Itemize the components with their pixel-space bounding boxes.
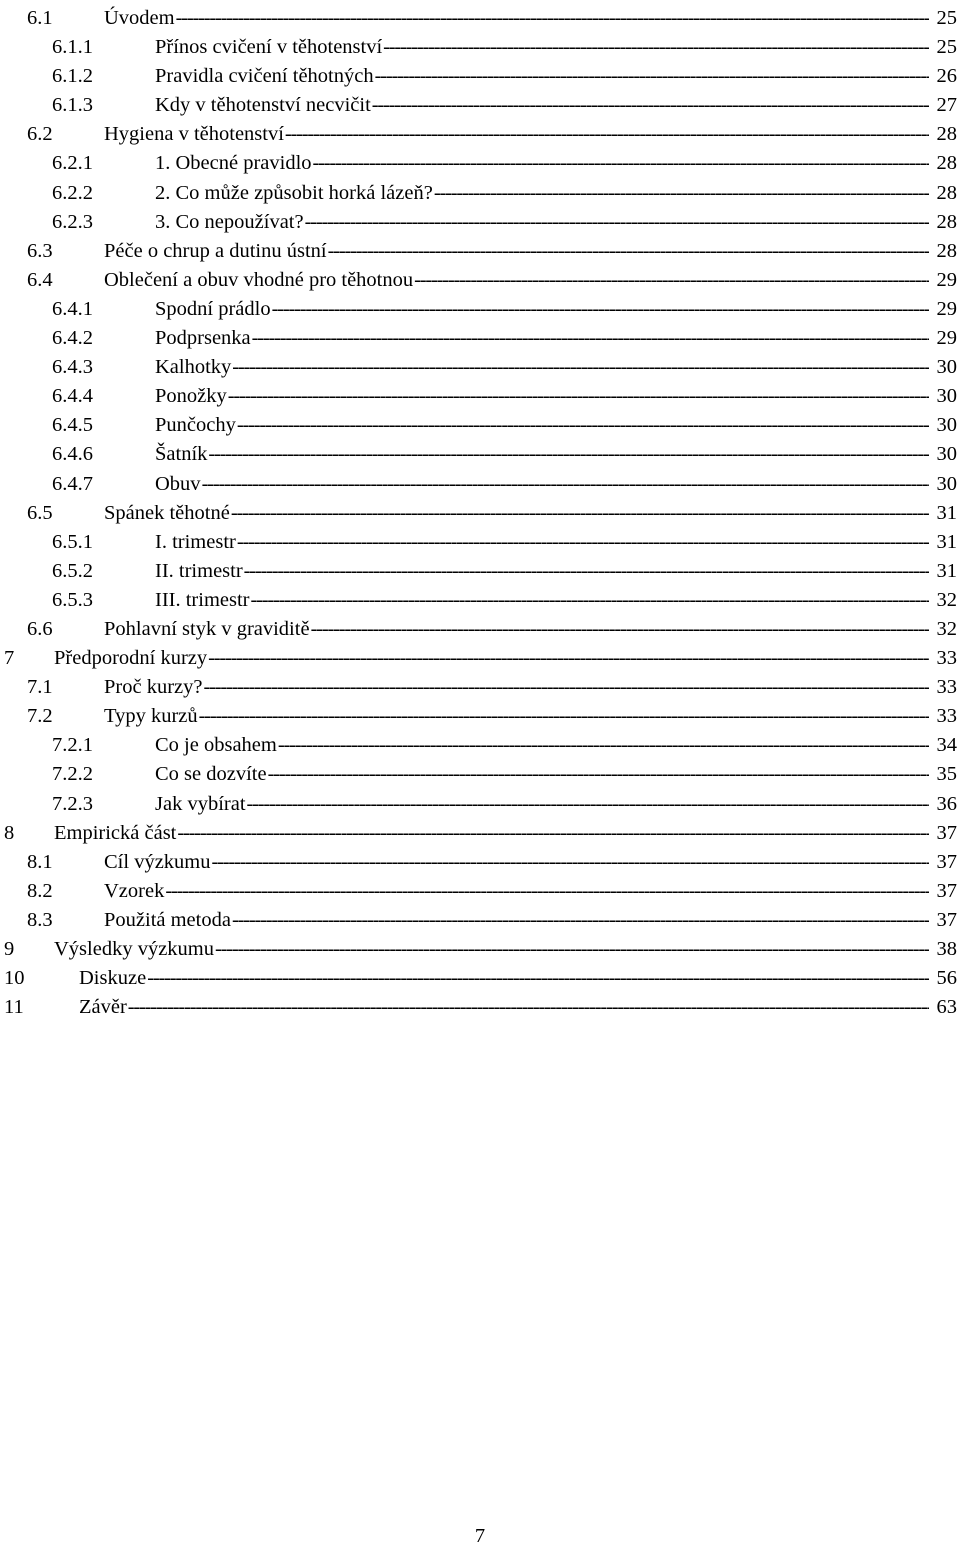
toc-entry-title: II. trimestr (155, 559, 243, 582)
toc-entry-number: 7 (4, 647, 15, 670)
toc-entry-title: Péče o chrup a dutinu ústní (104, 239, 327, 262)
toc-entry-number: 8.3 (27, 908, 53, 931)
toc-entry-main (79, 964, 929, 993)
toc-leader-dashes (231, 353, 929, 382)
toc-entry-number: 6.5.1 (52, 530, 93, 553)
toc-entry-title: Předporodní kurzy (54, 647, 208, 670)
toc-entry-number: 6.4.6 (52, 443, 93, 466)
toc-entry-main (104, 4, 929, 33)
toc-entry-page: 29 (936, 327, 957, 350)
toc-leader-dashes (327, 237, 929, 266)
toc-entry[interactable] (0, 557, 960, 586)
toc-entry[interactable] (0, 877, 960, 906)
toc-entry-title: Typy kurzů (104, 705, 198, 728)
toc-entry-title: Oblečení a obuv vhodné pro těhotnou (104, 268, 414, 291)
toc-entry-main (155, 353, 929, 382)
toc-leader-dashes (284, 120, 929, 149)
toc-entry-title: Co je obsahem (155, 734, 277, 757)
toc-entry-page: 25 (936, 7, 957, 29)
toc-entry-number: 6.5.3 (52, 588, 93, 611)
toc-entry-main (155, 470, 929, 499)
toc-entry-number: 6.4.2 (52, 327, 93, 350)
toc-entry[interactable] (0, 266, 960, 295)
toc-entry[interactable] (0, 615, 960, 644)
toc-entry-number: 6.2.3 (52, 210, 93, 233)
toc-entry[interactable] (0, 149, 960, 178)
toc-entry-number: 6.4.1 (52, 297, 93, 320)
toc-entry-title: Vzorek (104, 879, 165, 902)
toc-entry[interactable] (0, 382, 960, 411)
toc-entry-title: Obuv (155, 472, 201, 495)
toc-entry-number: 6.1 (27, 7, 53, 29)
toc-leader-dashes (201, 470, 929, 499)
toc-leader-dashes (246, 790, 929, 819)
toc-leader-dashes (271, 295, 929, 324)
toc-entry-title: 1. Obecné pravidlo (155, 152, 312, 175)
toc-entry-title: Šatník (155, 443, 208, 466)
toc-entry-main (104, 848, 929, 877)
toc-entry-page: 30 (936, 443, 957, 466)
toc-entry-title: Pravidla cvičení těhotných (155, 65, 374, 88)
toc-entry[interactable] (0, 208, 960, 237)
toc-entry-page: 28 (936, 210, 957, 233)
toc-entry-page: 28 (936, 123, 957, 146)
toc-entry-title: Použitá metoda (104, 908, 231, 931)
toc-entry[interactable] (0, 120, 960, 149)
toc-entry-number: 10 (4, 967, 25, 990)
toc-leader-dashes (207, 644, 929, 673)
toc-entry-number: 6.4.4 (52, 385, 93, 408)
toc-entry-number: 6.6 (27, 617, 53, 640)
toc-leader-dashes (146, 964, 929, 993)
toc-entry-title: Ponožky (155, 385, 227, 408)
toc-entry-main (155, 208, 929, 237)
toc-entry-number: 6.1.2 (52, 65, 93, 88)
toc-entry-number: 6.1.1 (52, 36, 93, 59)
toc-entry-main (155, 382, 929, 411)
toc-entry-title: III. trimestr (155, 588, 250, 611)
toc-leader-dashes (175, 4, 929, 33)
toc-entry-main (155, 324, 929, 353)
toc-entry-main (104, 673, 929, 702)
toc-entry[interactable] (0, 324, 960, 353)
toc-entry-number: 7.2 (27, 705, 53, 728)
toc-leader-dashes (207, 440, 929, 469)
toc-entry-page: 35 (936, 763, 957, 786)
toc-entry-page: 37 (936, 908, 957, 931)
toc-entry[interactable] (0, 586, 960, 615)
toc-entry-page: 31 (936, 530, 957, 553)
toc-entry-page: 30 (936, 385, 957, 408)
toc-entry-main (155, 33, 929, 62)
toc-entry-main (155, 295, 929, 324)
toc-leader-dashes (267, 760, 929, 789)
toc-entry-number: 8.1 (27, 850, 53, 873)
toc-entry-main (54, 644, 929, 673)
toc-leader-dashes (127, 993, 929, 1022)
toc-entry-main (155, 790, 929, 819)
toc-entry-title: Přínos cvičení v těhotenství (155, 36, 383, 59)
toc-entry-page: 33 (936, 647, 957, 670)
toc-leader-dashes (312, 149, 929, 178)
toc-entry-title: Proč kurzy? (104, 676, 203, 699)
toc-leader-dashes (251, 324, 929, 353)
toc-entry[interactable] (0, 499, 960, 528)
toc-entry-page: 28 (936, 239, 957, 262)
toc-entry[interactable] (0, 470, 960, 499)
toc-entry-page: 31 (936, 559, 957, 582)
toc-entry-main (155, 179, 929, 208)
toc-entry-number: 7.2.1 (52, 734, 93, 757)
toc-entry-title: Výsledky výzkumu (54, 938, 214, 960)
toc-entry-main (104, 237, 929, 266)
toc-entry-main (155, 586, 929, 615)
toc-entry-number: 7.2.2 (52, 763, 93, 786)
toc-leader-dashes (176, 819, 929, 848)
toc-entry[interactable] (0, 295, 960, 324)
toc-entry-number: 6.1.3 (52, 94, 93, 117)
toc-entry[interactable] (0, 62, 960, 91)
toc-leader-dashes (250, 586, 930, 615)
toc-leader-dashes (374, 62, 929, 91)
toc-entry-page: 37 (936, 850, 957, 873)
toc-entry-page: 27 (936, 94, 957, 117)
toc-entry-title: Kalhotky (155, 356, 232, 379)
toc-entry-main (104, 615, 929, 644)
toc-entry-page: 25 (936, 36, 957, 59)
toc-leader-dashes (243, 557, 929, 586)
toc-entry-title: I. trimestr (155, 530, 236, 553)
toc-entry-main (155, 91, 929, 120)
toc-entry-main (104, 702, 929, 731)
page-number: 7 (474, 1525, 486, 1547)
toc-leader-dashes (371, 91, 929, 120)
toc-leader-dashes (214, 935, 929, 964)
toc-leader-dashes (230, 499, 929, 528)
toc-entry-main (155, 557, 929, 586)
toc-entry-number: 8 (4, 821, 15, 844)
toc-entry-title: Diskuze (79, 967, 147, 990)
toc-entry-page: 37 (936, 821, 957, 844)
toc-entry[interactable] (0, 411, 960, 440)
toc-entry-title: Spánek těhotné (104, 501, 230, 524)
toc-entry-number: 6.4 (27, 268, 53, 291)
toc-entry-main (155, 440, 929, 469)
toc-entry-title: Cíl výzkumu (104, 850, 211, 873)
toc-entry-page: 33 (936, 676, 957, 699)
toc-entry-page: 30 (936, 356, 957, 379)
toc-entry-title: Pohlavní styk v graviditě (104, 617, 310, 640)
toc-entry-page: 37 (936, 879, 957, 902)
toc-leader-dashes (210, 848, 929, 877)
toc-leader-dashes (413, 266, 929, 295)
toc-entry-title: Úvodem (104, 7, 175, 29)
toc-entry-main (155, 411, 929, 440)
toc-entry-number: 6.5.2 (52, 559, 93, 582)
toc-entry[interactable] (0, 353, 960, 382)
toc-leader-dashes (382, 33, 929, 62)
toc-entry[interactable] (0, 760, 960, 789)
toc-entry-main (155, 62, 929, 91)
toc-entry-number: 9 (4, 938, 15, 960)
toc-entry[interactable] (0, 440, 960, 469)
toc-entry-title: Co se dozvíte (155, 763, 267, 786)
toc-entry-title: Empirická část (54, 821, 177, 844)
toc-entry-number: 6.3 (27, 239, 53, 262)
toc-entry[interactable] (0, 91, 960, 120)
toc-entry[interactable] (0, 848, 960, 877)
toc-entry-page: 30 (936, 472, 957, 495)
toc-entry[interactable] (0, 790, 960, 819)
toc-entry-page: 32 (936, 617, 957, 640)
toc-entry[interactable] (0, 33, 960, 62)
toc-entry[interactable] (0, 731, 960, 760)
toc-entry-number: 6.2 (27, 123, 53, 146)
toc-entry-main (155, 528, 929, 557)
toc-entry-page: 28 (936, 152, 957, 175)
toc-entry-page: 32 (936, 588, 957, 611)
toc-entry[interactable] (0, 528, 960, 557)
toc-entry-number: 8.2 (27, 879, 53, 902)
toc-entry-title: Hygiena v těhotenství (104, 123, 284, 146)
toc-entry-title: Závěr (79, 996, 127, 1019)
toc-entry-main (104, 906, 929, 935)
toc-entry[interactable] (0, 237, 960, 266)
toc-entry-page: 56 (936, 967, 957, 990)
toc-entry-main (54, 935, 929, 964)
toc-entry-main (155, 731, 929, 760)
toc-entry[interactable] (0, 819, 960, 848)
toc-entry-number: 7.1 (27, 676, 53, 699)
toc-leader-dashes (304, 208, 929, 237)
toc-entry-page: 38 (936, 938, 957, 960)
toc-leader-dashes (231, 906, 929, 935)
toc-entry[interactable] (0, 179, 960, 208)
toc-entry-number: 7.2.3 (52, 792, 93, 815)
toc-entry-title: Jak vybírat (155, 792, 246, 815)
toc-entry-title: Kdy v těhotenství necvičit (155, 94, 371, 117)
toc-entry-page: 34 (936, 734, 957, 757)
toc-entry[interactable] (0, 702, 960, 731)
toc-entry-number: 6.4.5 (52, 414, 93, 437)
table-of-contents (0, 4, 960, 1022)
toc-entry-number: 6.4.7 (52, 472, 93, 495)
toc-entry-main (104, 877, 929, 906)
toc-leader-dashes (227, 382, 929, 411)
toc-entry-page: 63 (936, 996, 957, 1019)
toc-leader-dashes (236, 528, 929, 557)
toc-entry-number: 6.5 (27, 501, 53, 524)
toc-entry[interactable] (0, 644, 960, 673)
toc-entry-page: 28 (936, 181, 957, 204)
toc-entry-title: 2. Co může způsobit horká lázeň? (155, 181, 433, 204)
toc-entry-page: 26 (936, 65, 957, 88)
toc-leader-dashes (433, 179, 929, 208)
toc-entry[interactable] (0, 993, 960, 1022)
toc-entry-number: 11 (4, 996, 24, 1019)
toc-entry-main (104, 266, 929, 295)
toc-entry[interactable] (0, 964, 960, 993)
toc-entry-page: 36 (936, 792, 957, 815)
toc-leader-dashes (198, 702, 929, 731)
toc-leader-dashes (236, 411, 929, 440)
toc-entry-title: Spodní prádlo (155, 297, 271, 320)
toc-entry-main (155, 760, 929, 789)
toc-entry-main (104, 499, 929, 528)
toc-entry-main (54, 819, 929, 848)
toc-entry-title: Punčochy (155, 414, 236, 437)
toc-entry-page: 30 (936, 414, 957, 437)
toc-entry-title: 3. Co nepoužívat? (155, 210, 304, 233)
toc-entry-number: 6.2.2 (52, 181, 93, 204)
toc-entry[interactable] (0, 906, 960, 935)
toc-entry[interactable] (0, 673, 960, 702)
toc-entry-page: 29 (936, 297, 957, 320)
toc-entry-number: 6.4.3 (52, 356, 93, 379)
toc-leader-dashes (277, 731, 929, 760)
toc-leader-dashes (202, 673, 929, 702)
toc-entry-main (104, 120, 929, 149)
toc-entry[interactable] (0, 935, 960, 964)
toc-leader-dashes (310, 615, 929, 644)
toc-entry-main (79, 993, 929, 1022)
toc-entry-main (155, 149, 929, 178)
toc-entry-page: 31 (936, 501, 957, 524)
toc-entry-page: 29 (936, 268, 957, 291)
toc-entry-title: Podprsenka (155, 327, 251, 350)
toc-leader-dashes (164, 877, 929, 906)
toc-entry-number: 6.2.1 (52, 152, 93, 175)
toc-entry-page: 33 (936, 705, 957, 728)
toc-entry[interactable] (0, 4, 960, 33)
